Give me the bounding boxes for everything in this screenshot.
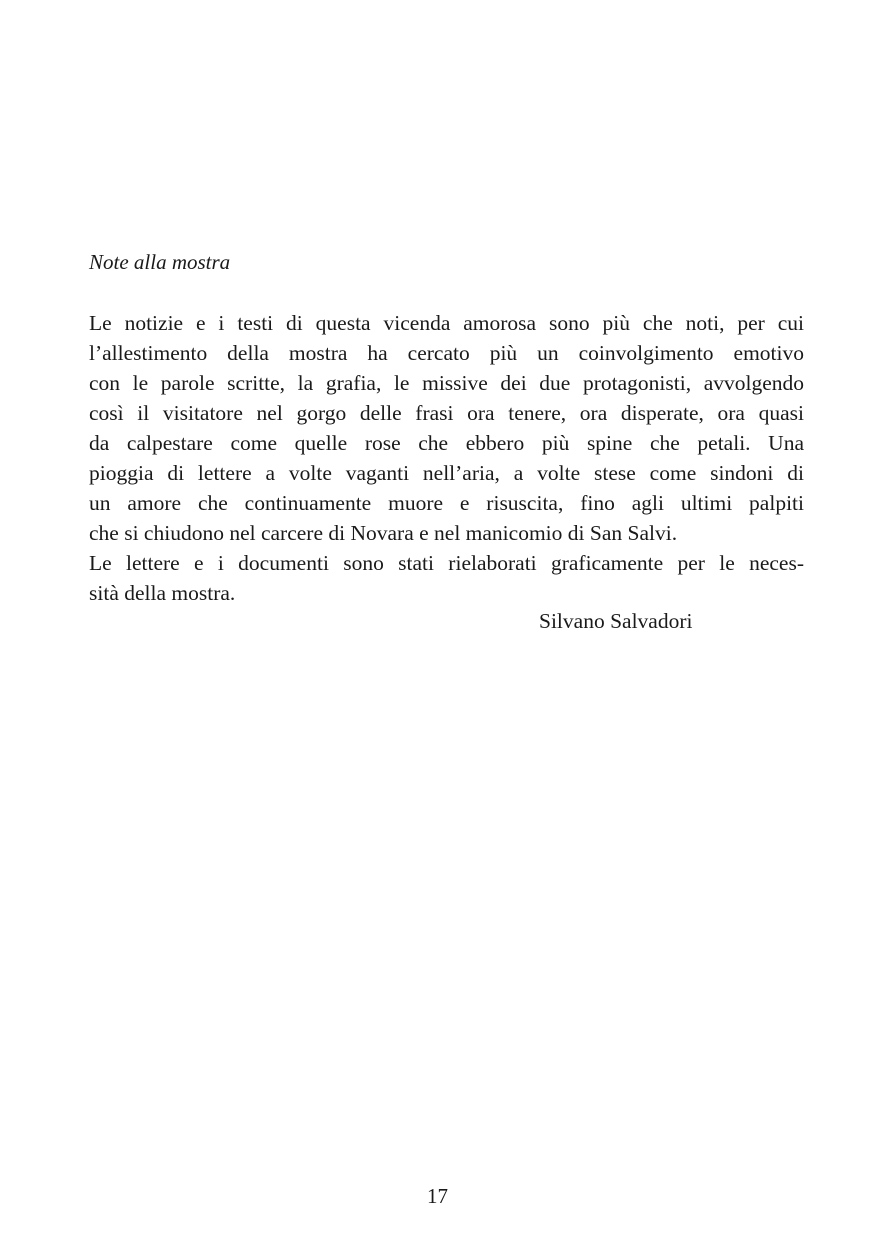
paragraph-line: Le notizie e i testi di questa vicenda amorosa sono più che noti, per cui bbox=[89, 311, 804, 335]
paragraph-line: l’allestimento della mostra ha cercato più un coinvolgimento emotivo bbox=[89, 341, 804, 365]
paragraph-line: così il visitatore nel gorgo delle frasi ora tenere, ora disperate, ora quasi bbox=[89, 401, 804, 425]
section-heading: Note alla mostra bbox=[89, 250, 231, 274]
paragraph-line: sità della mostra. bbox=[89, 581, 236, 605]
paragraph-line: con le parole scritte, la grafia, le missive dei due protagonisti, avvolgendo bbox=[89, 371, 804, 395]
body-paragraph bbox=[89, 308, 804, 608]
paragraph-line: da calpestare come quelle rose che ebbero più spine che petali. Una bbox=[89, 431, 804, 455]
paragraph-line: Le lettere e i documenti sono stati rielaborati graficamente per le neces- bbox=[89, 551, 804, 575]
author-signature: Silvano Salvadori bbox=[539, 609, 693, 633]
paragraph-line: pioggia di lettere a volte vaganti nell’aria, a volte stese come sindoni di bbox=[89, 461, 804, 485]
paragraph-line: un amore che continuamente muore e risuscita, fino agli ultimi palpiti bbox=[89, 491, 804, 515]
paragraph-line: che si chiudono nel carcere di Novara e nel manicomio di San Salvi. bbox=[89, 521, 678, 545]
page-number: 17 bbox=[427, 1184, 448, 1208]
